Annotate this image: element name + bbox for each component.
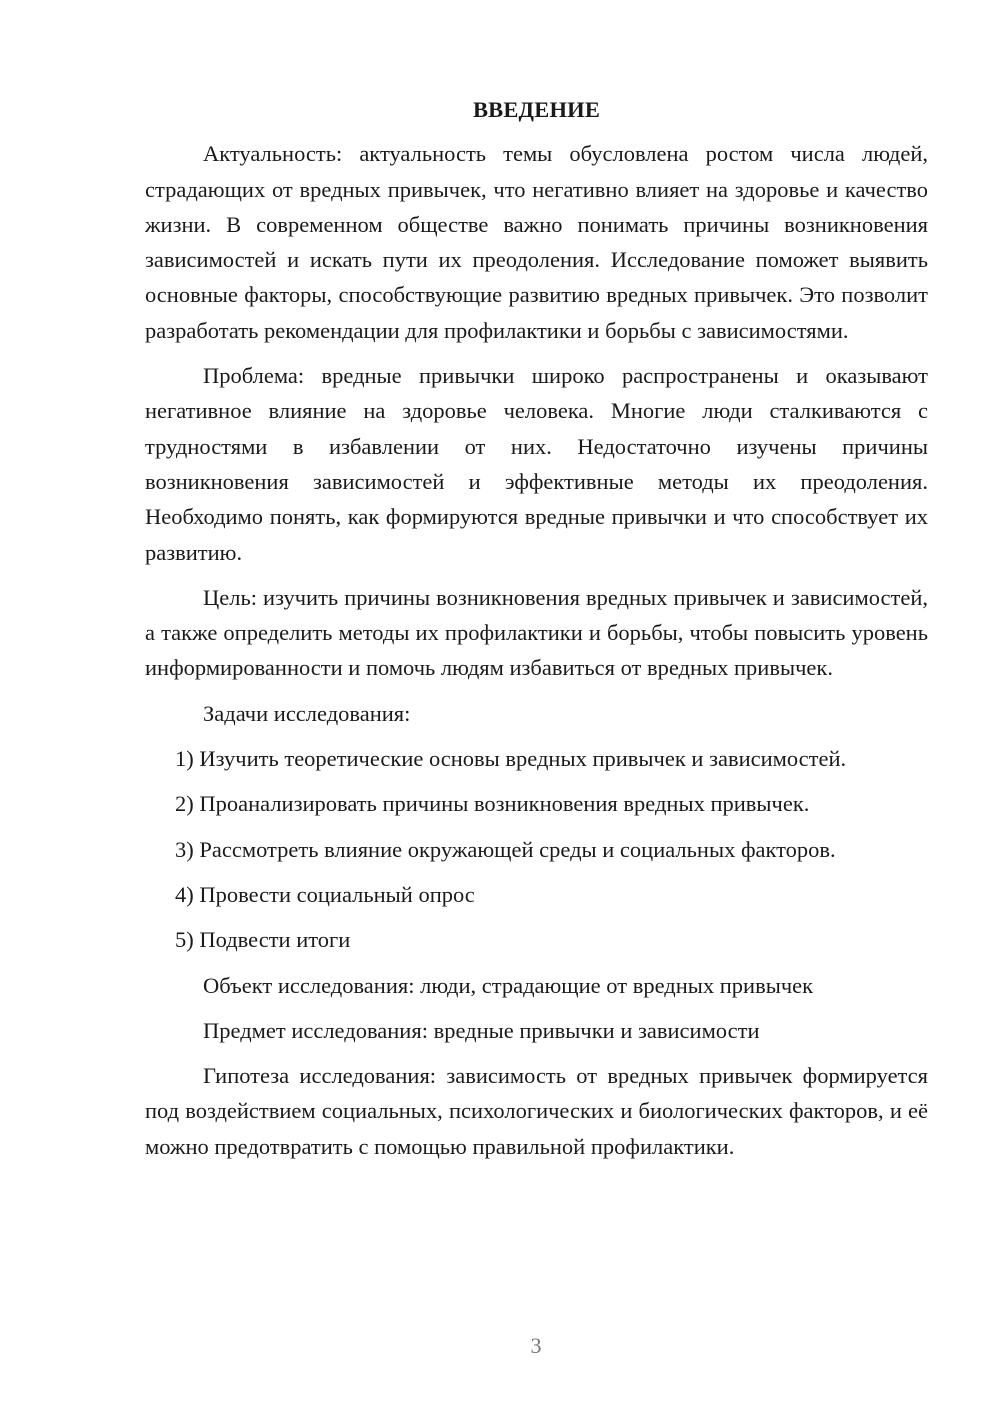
goal-paragraph: Цель: изучить причины возникновения вредных привычек и зависимостей, а также определить методы их профилактики и борьбы, чтобы повысить уровень информированности и помочь людям избавиться от вредных привычек. <box>145 584 928 681</box>
page-title: ВВЕДЕНИЕ <box>472 97 601 122</box>
research-object: Объект исследования: люди, страдающие от вредных привычек <box>203 972 814 998</box>
relevance-paragraph: Актуальность: актуальность темы обусловлена ростом числа людей, страдающих от вредных привычек, что негативно влияет на здоровье и качество жизни. В современном обществе важно понимать причины возникновения зависимостей и искать пути их преодоления. Исследование поможет выявить основные факторы, способствующие развитию вредных привычек. Это позволит разработать рекомендации для профилактики и борьбы с зависимостями. <box>145 141 928 343</box>
research-subject: Предмет исследования: вредные привычки и зависимости <box>203 1017 760 1043</box>
task-item: 5) Подвести итоги <box>175 927 351 953</box>
task-item: 3) Рассмотреть влияние окружающей среды и социальных факторов. <box>175 836 836 862</box>
tasks-title: Задачи исследования: <box>203 700 411 726</box>
page-content <box>145 92 928 1174</box>
task-item: 1) Изучить теоретические основы вредных привычек и зависимостей. <box>175 746 847 772</box>
research-hypothesis: Гипотеза исследования: зависимость от вредных привычек формируется под воздействием социальных, психологических и биологических факторов, и её можно предотвратить с помощью правильной профилактики. <box>145 1063 928 1159</box>
page-number: 3 <box>530 1333 542 1358</box>
problem-paragraph: Проблема: вредные привычки широко распространены и оказывают негативное влияние на здоровье человека. Многие люди сталкиваются с трудностями в избавлении от них. Недостаточно изучены причины возникновения зависимостей и эффективные методы их преодоления. Необходимо понять, как формируются вредные привычки и что способствует их развитию. <box>145 363 928 565</box>
task-item: 2) Проанализировать причины возникновения вредных привычек. <box>175 791 810 817</box>
task-item: 4) Провести социальный опрос <box>175 881 475 907</box>
